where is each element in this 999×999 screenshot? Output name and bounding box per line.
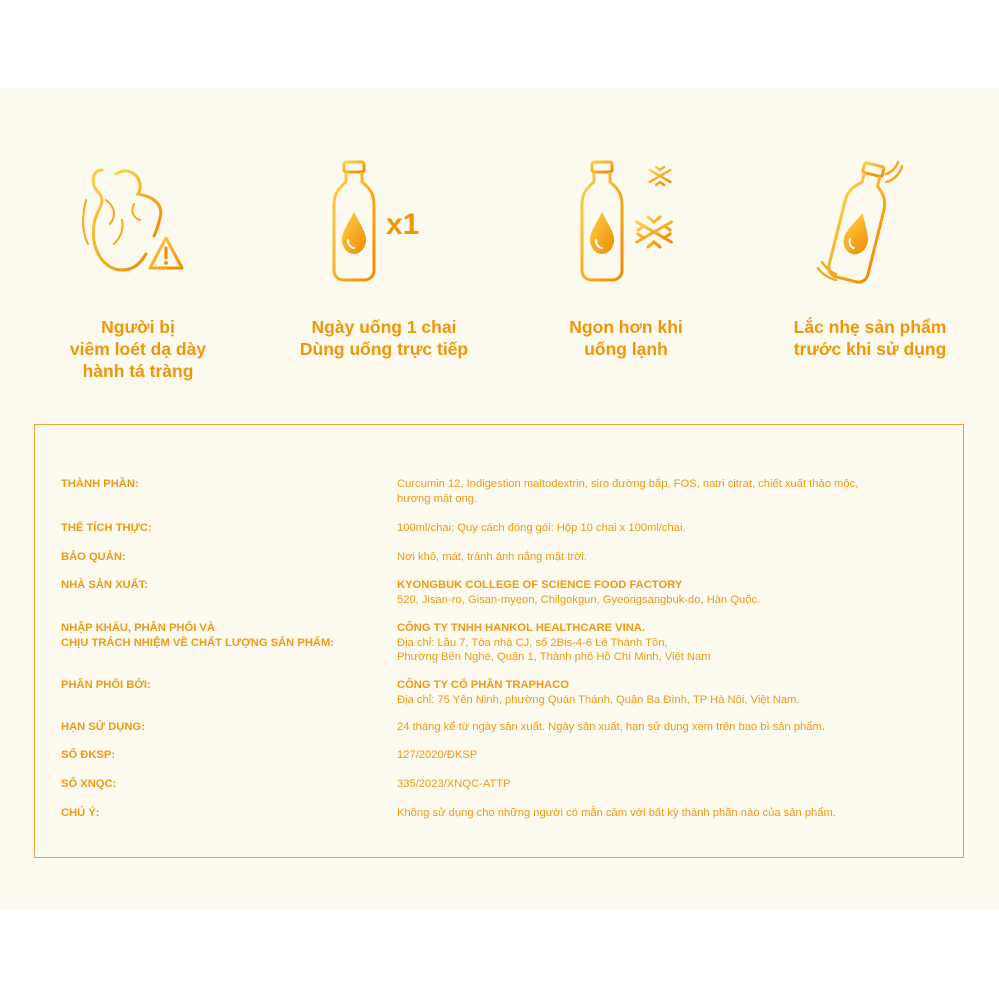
- info-label-line: BẢO QUẢN:: [61, 551, 126, 563]
- info-value: [397, 578, 953, 607]
- info-label-line: THÀNH PHẦN:: [61, 478, 139, 490]
- content-panel: [0, 88, 999, 910]
- info-label-line: CHỊU TRÁCH NHIỆM VỀ CHẤT LƯỢNG SẢN PHẨM:: [61, 637, 335, 649]
- feature-caption-line: Ngày uống 1 chai: [311, 317, 457, 337]
- info-value-line: Địa chỉ: Lầu 7, Tòa nhà CJ, số 2Bis-4-6 Lê Thánh Tôn,: [397, 636, 668, 649]
- info-value-line: 335/2023/XNQC-ATTP: [397, 778, 511, 790]
- info-label: [61, 806, 391, 821]
- info-label: [61, 621, 391, 651]
- feature-caption-4: [760, 316, 980, 360]
- info-value-line: Không sử dụng cho những người có mẫn cảm với bất kỳ thành phần nào của sản phẩm.: [397, 807, 836, 819]
- info-value: [397, 777, 953, 792]
- info-value: [397, 550, 953, 565]
- info-value: [397, 678, 953, 707]
- feature-caption-line: viêm loét dạ dày: [69, 339, 207, 359]
- product-info-box: [34, 424, 964, 858]
- info-label: [61, 678, 391, 693]
- info-value-line: Phường Bến Nghé, Quận 1, Thành phố Hồ Chí Minh, Việt Nam: [397, 651, 711, 663]
- info-value: [397, 521, 953, 536]
- info-value: [397, 621, 953, 665]
- feature-caption-1: [28, 316, 248, 382]
- info-value-title: CÔNG TY TNHH HANKOL HEALTHCARE VINA.: [397, 622, 645, 634]
- info-label-line: HẠN SỬ DỤNG:: [61, 721, 145, 733]
- info-label-line: SỐ XNQC:: [61, 778, 117, 790]
- info-value-title: CÔNG TY CỔ PHẦN TRAPHACO: [397, 679, 569, 691]
- badge-x1: x1: [386, 208, 420, 241]
- info-value-line: hương mật ong.: [397, 492, 478, 505]
- info-label: [61, 720, 391, 735]
- feature-caption-line: hành tá tràng: [82, 361, 194, 381]
- feature-caption-2: [274, 316, 494, 360]
- bottle-shake-icon: [808, 160, 928, 290]
- info-value-line: 520, Jisan-ro, Gisan-myeon, Chilgokgun, Gyeongsangbuk-do, Hàn Quốc.: [397, 593, 761, 606]
- info-label: [61, 748, 391, 763]
- info-label: [61, 521, 391, 536]
- info-label-line: THỂ TÍCH THỰC:: [61, 522, 152, 534]
- info-value-line: Curcumin 12, Indigestion maltodextrin, siro đường bắp, FOS, natri citrat, chiết xuất thảo mộc,: [397, 478, 859, 490]
- info-label-line: CHÚ Ý:: [61, 807, 100, 819]
- feature-caption-line: uống lạnh: [584, 339, 668, 359]
- info-value-line: 100ml/chai; Quy cách đóng gói: Hộp 10 chai x 100ml/chai.: [397, 522, 686, 534]
- stomach-warning-icon: [72, 160, 192, 290]
- info-value: [397, 477, 953, 506]
- feature-caption-line: Lắc nhẹ sản phẩm: [793, 317, 947, 337]
- info-label: [61, 578, 391, 593]
- feature-caption-line: Ngon hơn khi: [569, 317, 683, 337]
- info-value: [397, 720, 953, 735]
- info-value: [397, 806, 953, 821]
- info-label-line: NHẬP KHẨU, PHÂN PHỐI VÀ: [61, 622, 215, 634]
- feature-caption-line: Dùng uống trực tiếp: [299, 339, 469, 359]
- info-value-line: 24 tháng kể từ ngày sản xuất. Ngày sản xuất, hạn sử dụng xem trên bao bì sản phẩm.: [397, 721, 825, 733]
- info-value: [397, 748, 953, 763]
- info-value-line: Địa chỉ: 75 Yên Ninh, phường Quán Thánh, Quận Ba Đình, TP Hà Nội, Việt Nam.: [397, 693, 800, 706]
- info-label-line: PHÂN PHỐI BỞI:: [61, 679, 151, 691]
- info-label-line: NHÀ SẢN XUẤT:: [61, 579, 149, 591]
- info-label: [61, 777, 391, 792]
- info-label: [61, 477, 391, 492]
- info-label: [61, 550, 391, 565]
- feature-caption-line: Người bị: [101, 317, 175, 337]
- feature-caption-line: trước khi sử dụng: [793, 339, 947, 359]
- bottle-snowflake-icon: [578, 160, 698, 290]
- feature-caption-3: [516, 316, 736, 360]
- info-value-title: KYONGBUK COLLEGE OF SCIENCE FOOD FACTORY: [397, 579, 683, 591]
- info-value-line: 127/2020/ĐKSP: [397, 749, 478, 761]
- info-value-line: Nơi khô, mát, tránh ánh nắng mặt trời.: [397, 551, 588, 563]
- usage-icons-row: [0, 88, 999, 418]
- info-label-line: SỐ ĐKSP:: [61, 749, 116, 761]
